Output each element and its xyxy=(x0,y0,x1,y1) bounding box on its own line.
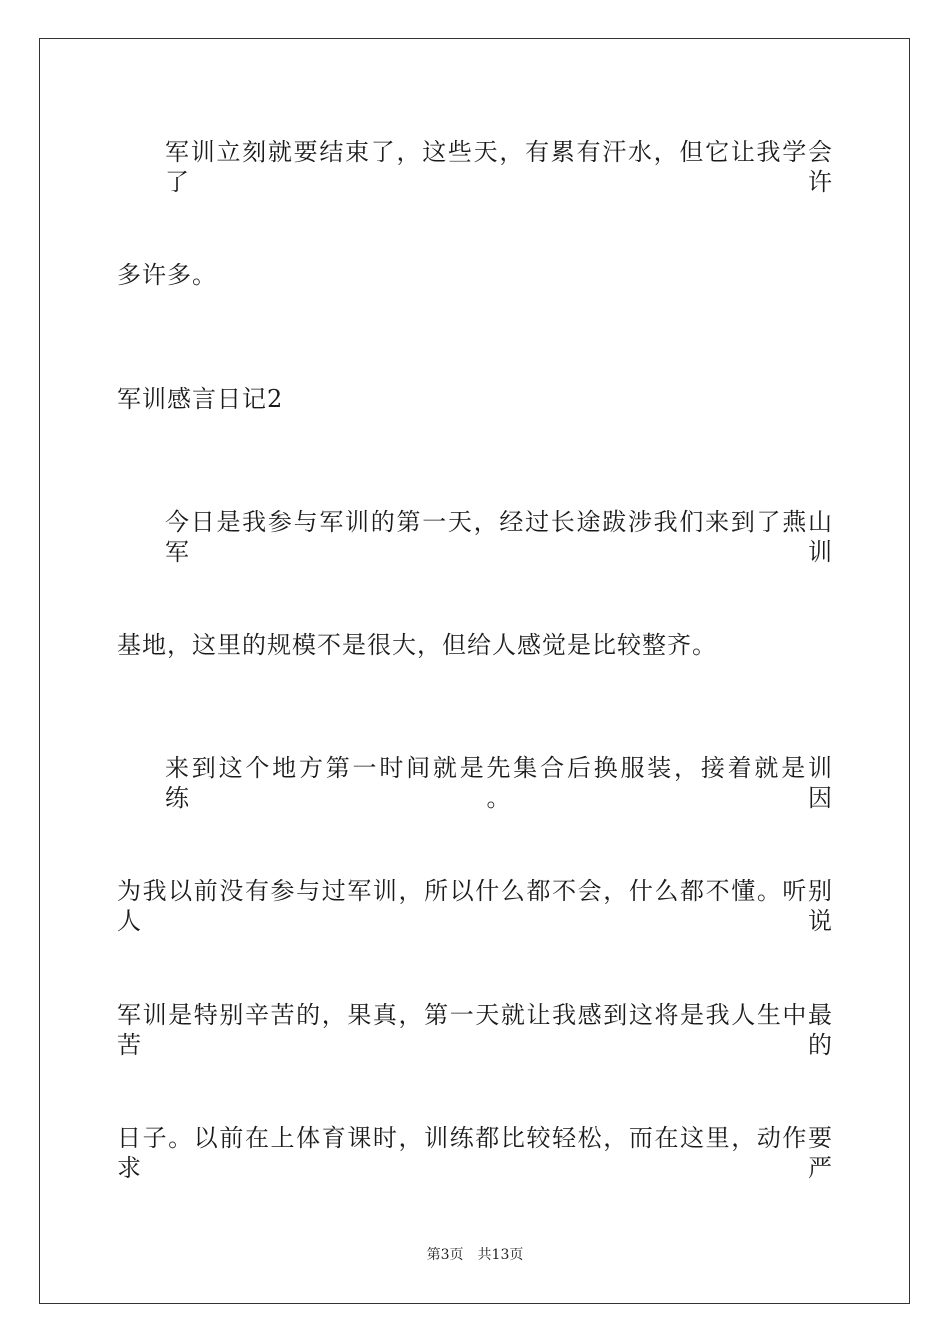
paragraph-line: 军训是特别辛苦的，果真，第一天就让我感到这将是我人生中最苦的 xyxy=(117,1001,833,1059)
paragraph-line: 来到这个地方第一时间就是先集合后换服装，接着就是训练。因 xyxy=(165,754,833,812)
page-total: 共13页 xyxy=(477,1247,524,1263)
page-footer xyxy=(0,1246,950,1264)
page-border xyxy=(39,38,910,1304)
paragraph-line: 为我以前没有参与过军训，所以什么都不会，什么都不懂。听别人说 xyxy=(117,877,833,935)
paragraph-line: 军训立刻就要结束了，这些天，有累有汗水，但它让我学会了许 xyxy=(165,138,833,196)
paragraph-line: 多许多。 xyxy=(117,261,217,289)
paragraph-line: 今日是我参与军训的第一天，经过长途跋涉我们来到了燕山军训 xyxy=(165,508,833,566)
page-number: 第3页 xyxy=(426,1247,464,1263)
paragraph-line: 基地，这里的规模不是很大，但给人感觉是比较整齐。 xyxy=(117,631,717,659)
paragraph-line: 日子。以前在上体育课时，训练都比较轻松，而在这里，动作要求严 xyxy=(117,1124,833,1182)
section-heading: 军训感言日记2 xyxy=(117,385,284,413)
